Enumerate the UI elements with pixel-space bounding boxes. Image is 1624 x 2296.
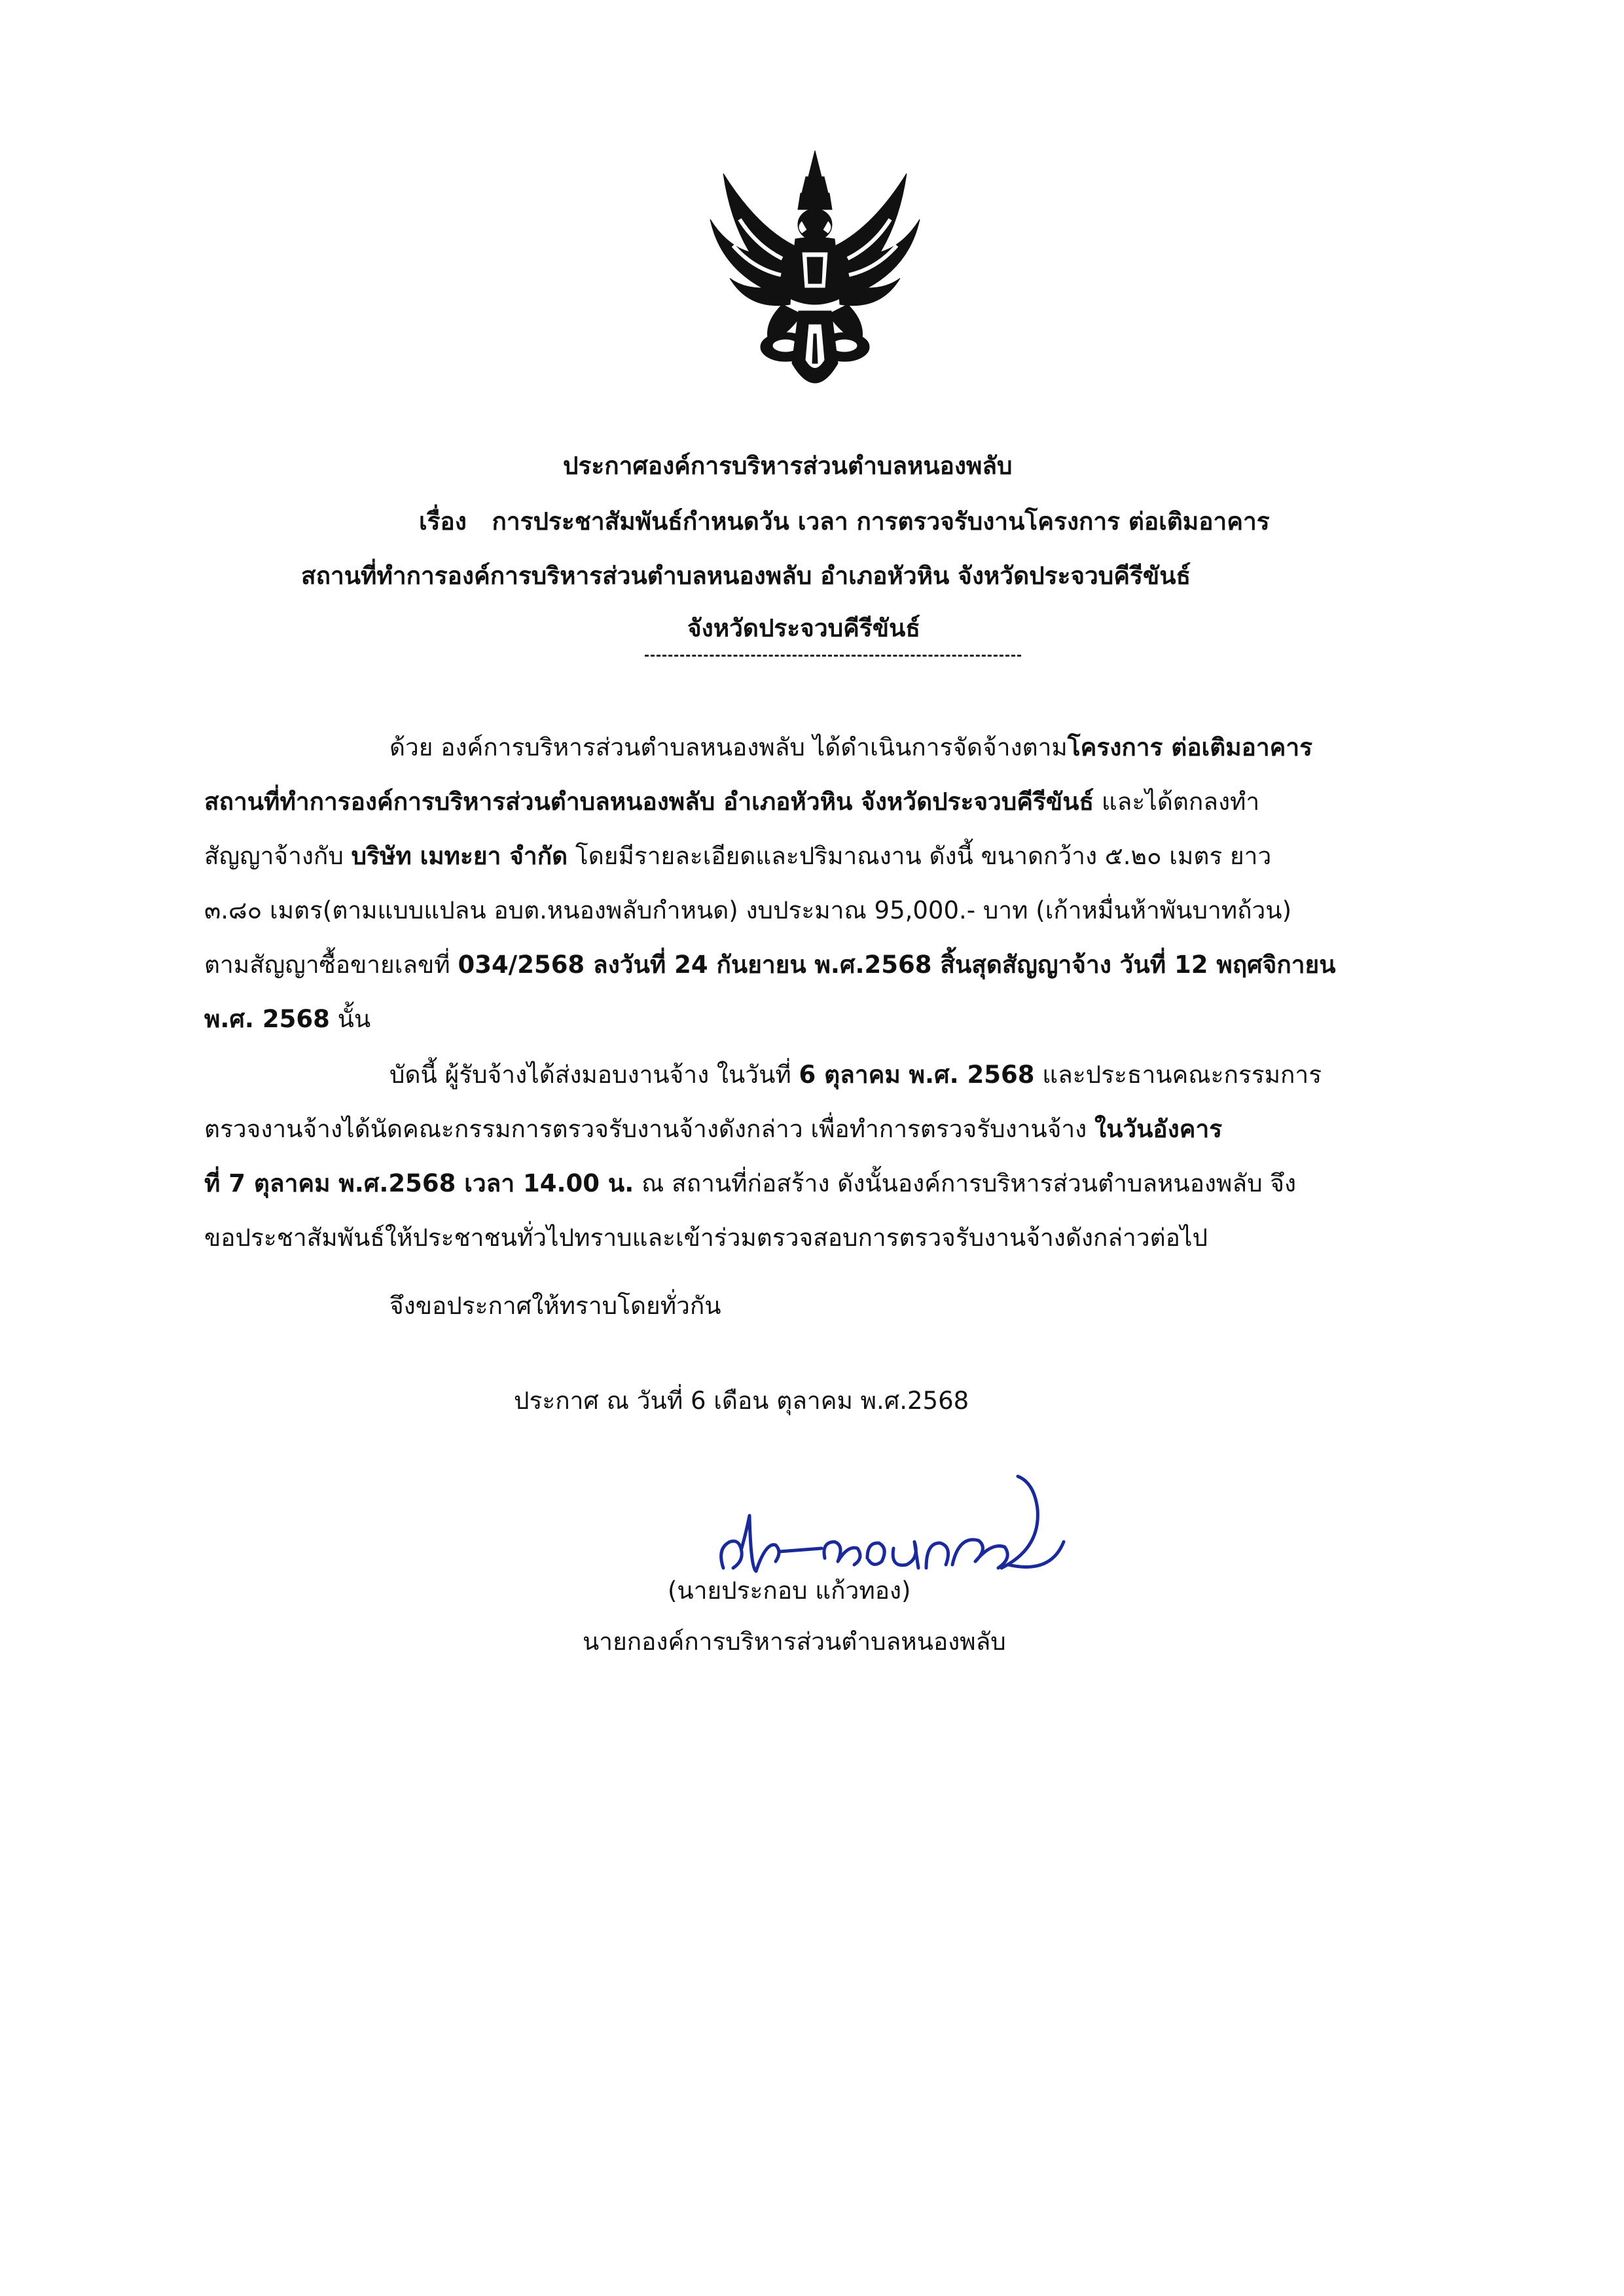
garuda-emblem [704, 147, 926, 403]
p1-line4-text: ๓.๘๐ เมตร(ตามแบบแปลน อบต.หนองพลับกำหนด) งบประมาณ 95,000.- บาท (เก้าหมื่นห้าพันบาทถ้วน) [204, 896, 1292, 924]
p2-line2-text: ตรวจงานจ้างได้นัดคณะกรรมการตรวจรับงานจ้างดังกล่าว เพื่อทำการตรวจรับงานจ้าง [204, 1115, 1094, 1143]
inspection-datetime: ที่ 7 ตุลาคม พ.ศ.2568 เวลา 14.00 น. [204, 1169, 634, 1197]
contract-year: พ.ศ. 2568 [204, 1005, 330, 1033]
p1-line1-text: ด้วย องค์การบริหารส่วนตำบลหนองพลับ ได้ดำเนินการจัดจ้างตาม [389, 733, 1068, 761]
p2-line3-text: ณ สถานที่ก่อสร้าง ดังนั้นองค์การบริหารส่วนตำบลหนองพลับ จึง [634, 1169, 1297, 1197]
p1-line6-text: นั้น [329, 1005, 371, 1033]
paragraph-1 [204, 720, 1445, 1046]
closing-statement: จึงขอประกาศให้ทราบโดยทั่วกัน [389, 1292, 721, 1320]
p2-line1-rest: และประธานคณะกรรมการ [1034, 1061, 1322, 1089]
project-name: โครงการ ต่อเติมอาคาร [1067, 733, 1313, 761]
subject-line [419, 502, 1270, 541]
project-location: สถานที่ทำการองค์การบริหารส่วนตำบลหนองพลับ อำเภอหัวหิน จังหวัดประจวบคีรีขันธ์ [204, 788, 1094, 816]
delivery-date: 6 ตุลาคม พ.ศ. 2568 [799, 1061, 1035, 1089]
handwritten-signature [710, 1470, 1070, 1584]
inspection-day: ในวันอังคาร [1094, 1115, 1223, 1143]
p1-line3-detail: โดยมีรายละเอียดและปริมาณงาน ดังนี้ ขนาดกว้าง ๕.๒๐ เมตร ยาว [568, 842, 1272, 870]
announcement-date: ประกาศ ณ วันที่ 6 เดือน ตุลาคม พ.ศ.2568 [514, 1387, 969, 1415]
header-divider [645, 655, 1021, 657]
subject-line-2: สถานที่ทำการองค์การบริหารส่วนตำบลหนองพลับ อำเภอหัวหิน จังหวัดประจวบคีรีขันธ์ [301, 562, 1191, 590]
p2-line4-text: ขอประชาสัมพันธ์ให้ประชาชนทั่วไปทราบและเข้าร่วมตรวจสอบการตรวจรับงานจ้างดังกล่าวต่อไป [204, 1224, 1208, 1252]
paragraph-2 [204, 1048, 1445, 1265]
subject-label: เรื่อง [419, 507, 467, 536]
subject-text: การประชาสัมพันธ์กำหนดวัน เวลา การตรวจรับงานโครงการ ต่อเติมอาคาร [492, 507, 1270, 536]
p1-line2-text: และได้ตกลงทำ [1094, 788, 1260, 816]
contractor-name: บริษัท เมทะยา จำกัด [351, 842, 568, 870]
p2-line1-text: บัดนี้ ผู้รับจ้างได้ส่งมอบงานจ้าง ในวันที่ [389, 1061, 799, 1089]
contract-details: 034/2568 ลงวันที่ 24 กันยายน พ.ศ.2568 สิ้นสุดสัญญาจ้าง วันที่ 12 พฤศจิกายน [458, 951, 1336, 979]
subject-line-3: จังหวัดประจวบคีรีขันธ์ [687, 614, 920, 642]
p1-line5-text: ตามสัญญาซื้อขายเลขที่ [204, 951, 458, 979]
signatory-position: นายกองค์การบริหารส่วนตำบลหนองพลับ [583, 1628, 1006, 1656]
p1-line3-text: สัญญาจ้างกับ [204, 842, 352, 870]
signatory-name: (นายประกอบ แก้วทอง) [668, 1576, 911, 1605]
announcement-title: ประกาศองค์การบริหารส่วนตำบลหนองพลับ [563, 452, 1013, 480]
